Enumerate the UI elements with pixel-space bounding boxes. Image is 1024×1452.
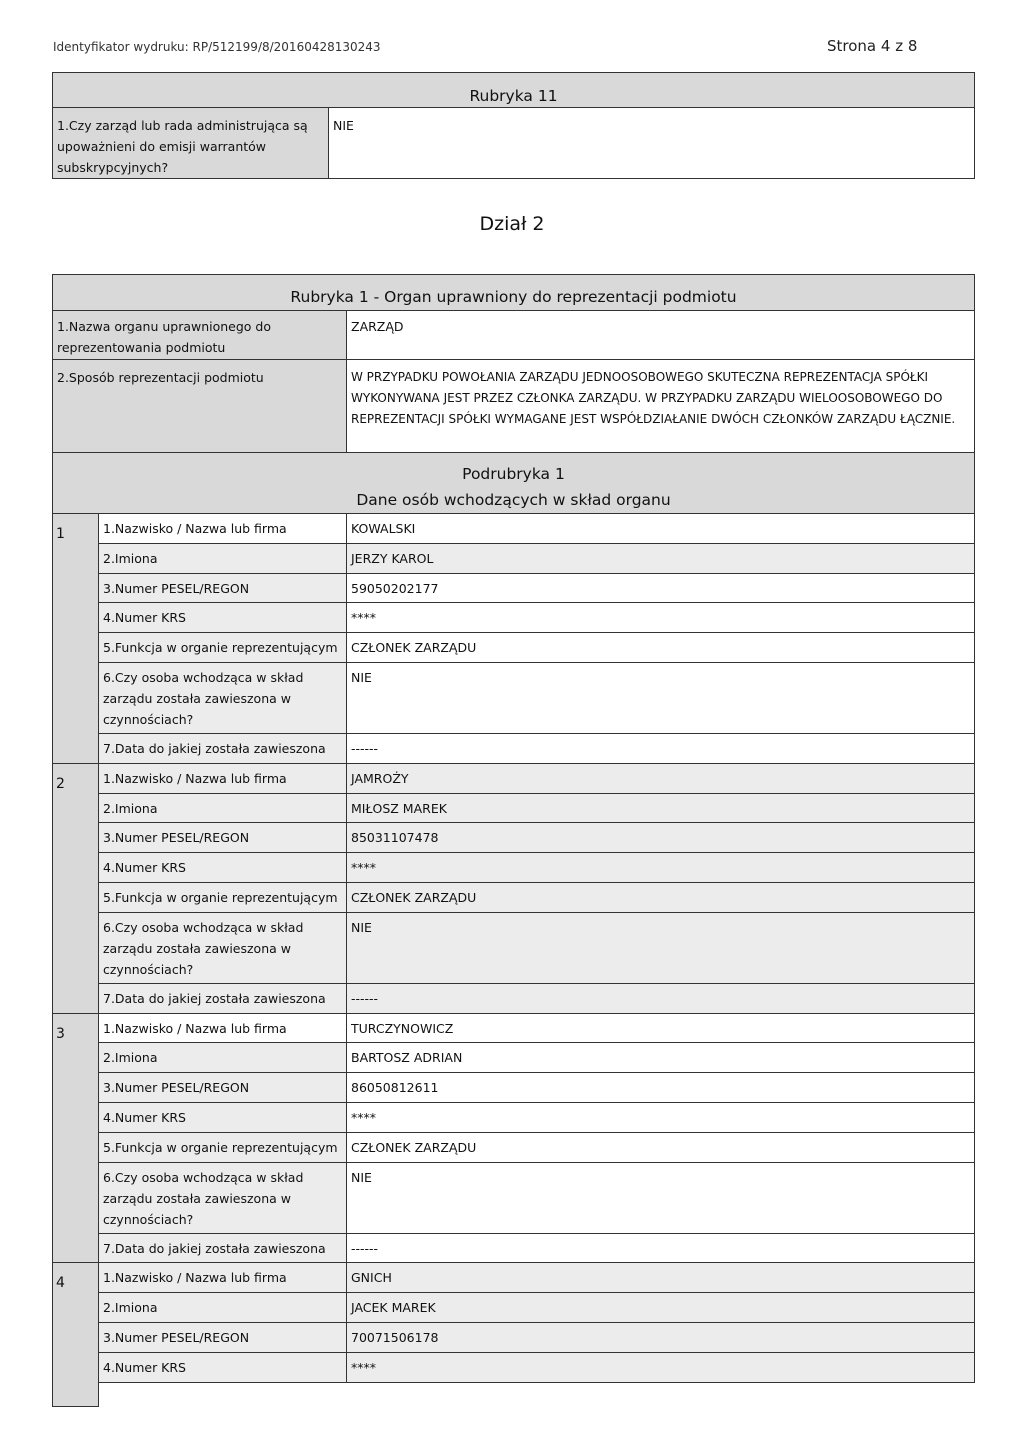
rubryka-11-title: Rubryka 11 <box>53 73 975 108</box>
surname-value: GNICH <box>347 1263 975 1293</box>
person-number: 2 <box>53 763 99 1013</box>
first-names-label: 2.Imiona <box>99 1043 347 1073</box>
suspension-date-label: 7.Data do jakiej została zawieszona <box>99 1233 347 1263</box>
krs-label: 4.Numer KRS <box>99 603 347 633</box>
section-title: Dział 2 <box>479 213 545 235</box>
pesel-label: 3.Numer PESEL/REGON <box>99 1073 347 1103</box>
surname-label: 1.Nazwisko / Nazwa lub firma <box>99 514 347 544</box>
krs-label: 4.Numer KRS <box>99 1352 347 1382</box>
first-names-label: 2.Imiona <box>99 1293 347 1323</box>
page-number: Strona 4 z 8 <box>827 37 918 55</box>
representation-label: 2.Sposób reprezentacji podmiotu <box>53 360 347 453</box>
warrants-question: 1.Czy zarząd lub rada administrująca są upoważnieni do emisji warrantów subskrypcyjnych? <box>53 108 329 179</box>
table-continuation <box>99 1382 975 1406</box>
suspension-date-label: 7.Data do jakiej została zawieszona <box>99 983 347 1013</box>
representation-value: W PRZYPADKU POWOŁANIA ZARZĄDU JEDNOOSOBOWEGO SKUTECZNA REPREZENTACJA SPÓŁKI WYKONYWANA JEST PRZEZ CZŁONKA ZARZĄDU. W PRZYPADKU ZARZĄDU WIELOOSOBOWEGO DO REPREZENTACJI SPÓŁKI WYMAGANE JEST WSPÓŁDZIAŁANIE DWÓCH CZŁONKÓW ZARZĄDU ŁĄCZNIE. <box>347 360 975 453</box>
pesel-value: 86050812611 <box>347 1073 975 1103</box>
surname-label: 1.Nazwisko / Nazwa lub firma <box>99 1263 347 1293</box>
print-identifier: Identyfikator wydruku: RP/512199/8/20160428130243 <box>53 40 381 54</box>
suspended-value: NIE <box>347 912 975 983</box>
first-names-label: 2.Imiona <box>99 793 347 823</box>
suspension-date-value: ------ <box>347 733 975 763</box>
surname-value: KOWALSKI <box>347 514 975 544</box>
suspension-date-value: ------ <box>347 1233 975 1263</box>
surname-value: TURCZYNOWICZ <box>347 1013 975 1043</box>
first-names-value: JERZY KAROL <box>347 543 975 573</box>
function-label: 5.Funkcja w organie reprezentującym <box>99 882 347 912</box>
pesel-value: 59050202177 <box>347 573 975 603</box>
organ-name-label: 1.Nazwa organu uprawnionego do reprezentowania podmiotu <box>53 311 347 360</box>
krs-value: **** <box>347 853 975 883</box>
podrubryka-title: Podrubryka 1 <box>462 465 565 483</box>
krs-value: **** <box>347 1102 975 1132</box>
function-label: 5.Funkcja w organie reprezentującym <box>99 1132 347 1162</box>
krs-value: **** <box>347 603 975 633</box>
suspended-label: 6.Czy osoba wchodząca w skład zarządu została zawieszona w czynnościach? <box>99 1162 347 1233</box>
surname-value: JAMROŻY <box>347 763 975 793</box>
first-names-label: 2.Imiona <box>99 543 347 573</box>
suspended-value: NIE <box>347 662 975 733</box>
surname-label: 1.Nazwisko / Nazwa lub firma <box>99 763 347 793</box>
suspension-date-label: 7.Data do jakiej została zawieszona <box>99 733 347 763</box>
function-value: CZŁONEK ZARZĄDU <box>347 882 975 912</box>
first-names-value: MIŁOSZ MAREK <box>347 793 975 823</box>
function-value: CZŁONEK ZARZĄDU <box>347 633 975 663</box>
pesel-label: 3.Numer PESEL/REGON <box>99 823 347 853</box>
suspended-label: 6.Czy osoba wchodząca w skład zarządu została zawieszona w czynnościach? <box>99 912 347 983</box>
suspension-date-value: ------ <box>347 983 975 1013</box>
suspended-value: NIE <box>347 1162 975 1233</box>
warrants-answer: NIE <box>329 108 975 179</box>
surname-label: 1.Nazwisko / Nazwa lub firma <box>99 1013 347 1043</box>
rubryka-11-table <box>52 72 975 179</box>
first-names-value: BARTOSZ ADRIAN <box>347 1043 975 1073</box>
pesel-label: 3.Numer PESEL/REGON <box>99 573 347 603</box>
podrubryka-header <box>53 453 975 514</box>
first-names-value: JACEK MAREK <box>347 1293 975 1323</box>
podrubryka-subtitle: Dane osób wchodzących w skład organu <box>356 491 671 509</box>
pesel-value: 70071506178 <box>347 1322 975 1352</box>
organ-name-value: ZARZĄD <box>347 311 975 360</box>
suspended-label: 6.Czy osoba wchodząca w skład zarządu została zawieszona w czynnościach? <box>99 662 347 733</box>
person-number: 4 <box>53 1263 99 1406</box>
rubryka-1-title: Rubryka 1 - Organ uprawniony do reprezentacji podmiotu <box>53 275 975 311</box>
function-value: CZŁONEK ZARZĄDU <box>347 1132 975 1162</box>
pesel-value: 85031107478 <box>347 823 975 853</box>
krs-value: **** <box>347 1352 975 1382</box>
krs-label: 4.Numer KRS <box>99 1102 347 1132</box>
function-label: 5.Funkcja w organie reprezentującym <box>99 633 347 663</box>
person-number: 3 <box>53 1013 99 1263</box>
pesel-label: 3.Numer PESEL/REGON <box>99 1322 347 1352</box>
rubryka-1-table <box>52 274 975 1407</box>
person-number: 1 <box>53 514 99 764</box>
krs-label: 4.Numer KRS <box>99 853 347 883</box>
